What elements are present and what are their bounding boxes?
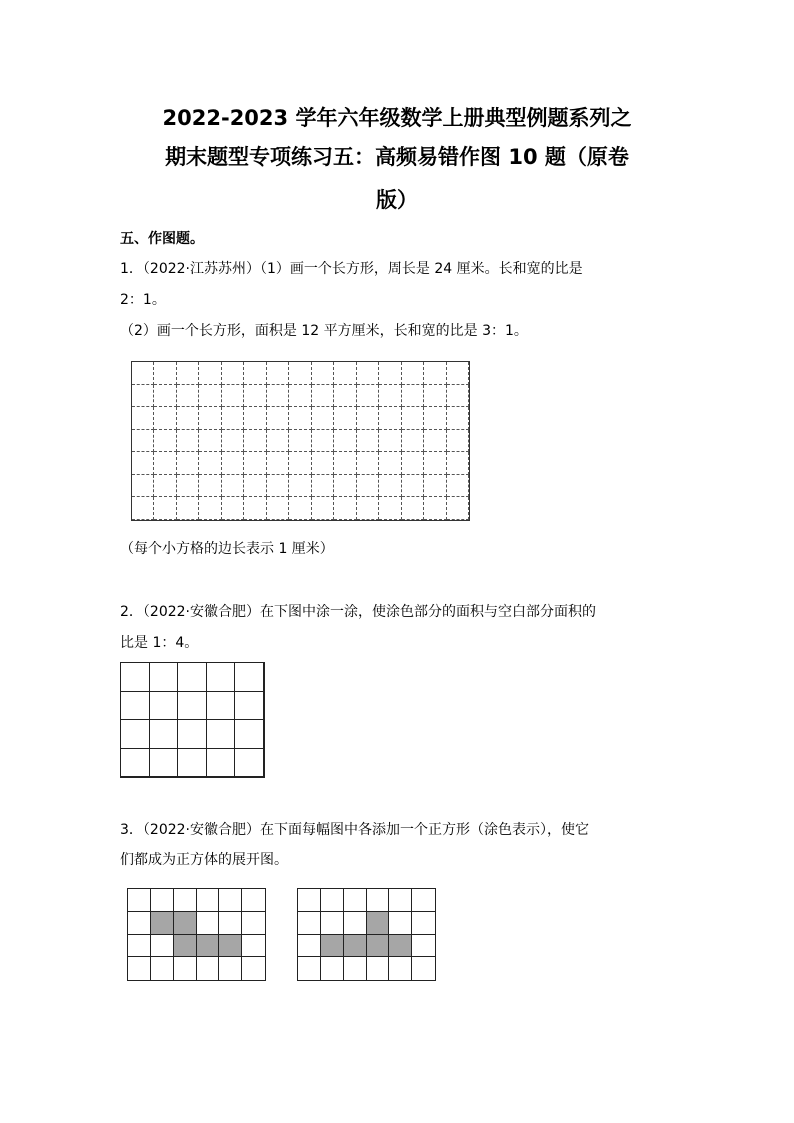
q1-grid-cell[interactable] — [177, 497, 199, 520]
q3-figure-2-filled-cell[interactable] — [367, 935, 390, 958]
q2-grid-cell[interactable] — [150, 692, 179, 721]
q3-figure-1-cell[interactable] — [174, 889, 197, 912]
q1-grid-cell[interactable] — [424, 407, 446, 430]
q3-figure-1-cell[interactable] — [242, 957, 265, 980]
q1-grid-cell[interactable] — [244, 385, 266, 408]
q1-grid-cell[interactable] — [132, 407, 154, 430]
page-title-line-1: 2022-2023 学年六年级数学上册典型例题系列之 — [162, 106, 632, 130]
q1-grid-cell[interactable] — [357, 430, 379, 453]
q1-grid-cell[interactable] — [447, 475, 469, 498]
q1-grid-cell[interactable] — [312, 385, 334, 408]
q1-grid-cell[interactable] — [334, 407, 356, 430]
q1-grid-cell[interactable] — [177, 362, 199, 385]
q1-grid-cell[interactable] — [267, 475, 289, 498]
q2-grid-cell[interactable] — [178, 720, 207, 749]
q1-grid-cell[interactable] — [312, 452, 334, 475]
q2-grid-cell[interactable] — [121, 720, 150, 749]
q3-figure-1-filled-cell[interactable] — [174, 912, 197, 935]
q1-grid-cell[interactable] — [154, 385, 176, 408]
q3-figure-2-cell[interactable] — [321, 889, 344, 912]
q1-grid-cell[interactable] — [402, 452, 424, 475]
q1-grid-cell[interactable] — [379, 385, 401, 408]
q1-grid-cell[interactable] — [357, 362, 379, 385]
q3-figure-2-cell[interactable] — [412, 912, 435, 935]
q3-figure-2-cell[interactable] — [344, 957, 367, 980]
q3-figure-1-cell[interactable] — [219, 889, 242, 912]
question-1-drawing-grid[interactable] — [131, 361, 470, 521]
q1-grid-cell[interactable] — [402, 385, 424, 408]
question-1-text-line-3: （2）画一个长方形，面积是 12 平方厘米，长和宽的比是 3：1。 — [120, 323, 528, 339]
q1-grid-cell[interactable] — [199, 497, 221, 520]
q1-grid-cell[interactable] — [447, 385, 469, 408]
q1-grid-cell[interactable] — [357, 452, 379, 475]
q3-figure-2-filled-cell[interactable] — [344, 935, 367, 958]
q3-figure-2-cell[interactable] — [412, 889, 435, 912]
q1-grid-cell[interactable] — [289, 407, 311, 430]
page-title-line-2: 期末题型专项练习五：高频易错作图 10 题（原卷 — [165, 145, 629, 169]
q1-grid-cell[interactable] — [312, 497, 334, 520]
q1-grid-cell[interactable] — [289, 362, 311, 385]
q3-figure-1-cell[interactable] — [219, 957, 242, 980]
q1-grid-cell[interactable] — [132, 475, 154, 498]
q1-grid-cell[interactable] — [447, 362, 469, 385]
q3-figure-2-cell[interactable] — [389, 912, 412, 935]
q1-grid-cell[interactable] — [334, 362, 356, 385]
q2-grid-cell[interactable] — [150, 720, 179, 749]
q1-grid-cell[interactable] — [132, 430, 154, 453]
q3-figure-2-cell[interactable] — [412, 957, 435, 980]
q1-grid-cell[interactable] — [222, 407, 244, 430]
q3-figure-1-cell[interactable] — [128, 912, 151, 935]
q1-grid-cell[interactable] — [402, 475, 424, 498]
q1-grid-cell[interactable] — [222, 362, 244, 385]
q1-grid-cell[interactable] — [154, 497, 176, 520]
q3-figure-2-cell[interactable] — [389, 889, 412, 912]
page-title-line-3: 版） — [376, 188, 418, 212]
q1-grid-cell[interactable] — [357, 407, 379, 430]
q2-grid-cell[interactable] — [121, 663, 150, 692]
q1-grid-cell[interactable] — [289, 475, 311, 498]
q1-grid-cell[interactable] — [379, 430, 401, 453]
q2-grid-cell[interactable] — [235, 692, 264, 721]
q1-grid-cell[interactable] — [334, 385, 356, 408]
q2-grid-cell[interactable] — [121, 692, 150, 721]
q1-grid-cell[interactable] — [402, 497, 424, 520]
q3-figure-2-cell[interactable] — [298, 912, 321, 935]
q1-grid-cell[interactable] — [424, 475, 446, 498]
q1-grid-cell[interactable] — [222, 497, 244, 520]
q1-grid-cell[interactable] — [267, 362, 289, 385]
question-1-text-line-1: 1．（2022·江苏苏州）（1）画一个长方形，周长是 24 厘米。长和宽的比是 — [120, 261, 583, 277]
q1-grid-cell[interactable] — [289, 452, 311, 475]
q1-grid-cell[interactable] — [379, 475, 401, 498]
q1-grid-cell[interactable] — [199, 430, 221, 453]
q1-grid-cell[interactable] — [312, 430, 334, 453]
q3-figure-1-cell[interactable] — [242, 912, 265, 935]
q3-figure-1-cell[interactable] — [174, 957, 197, 980]
q1-grid-cell[interactable] — [244, 452, 266, 475]
q1-grid-cell[interactable] — [424, 362, 446, 385]
q1-grid-cell[interactable] — [424, 430, 446, 453]
q2-grid-cell[interactable] — [207, 749, 236, 778]
q2-grid-cell[interactable] — [150, 749, 179, 778]
q3-figure-2-filled-cell[interactable] — [321, 935, 344, 958]
q1-grid-cell[interactable] — [312, 407, 334, 430]
q1-grid-cell[interactable] — [402, 430, 424, 453]
q1-grid-cell[interactable] — [447, 452, 469, 475]
q1-grid-cell[interactable] — [379, 497, 401, 520]
q1-grid-cell[interactable] — [357, 497, 379, 520]
q1-grid-cell[interactable] — [379, 452, 401, 475]
q2-grid-cell[interactable] — [178, 663, 207, 692]
q2-grid-cell[interactable] — [178, 692, 207, 721]
q1-grid-cell[interactable] — [154, 430, 176, 453]
q3-figure-1-filled-cell[interactable] — [219, 935, 242, 958]
q3-figure-2-cell[interactable] — [321, 957, 344, 980]
q1-grid-cell[interactable] — [357, 475, 379, 498]
q1-grid-cell[interactable] — [132, 362, 154, 385]
q3-figure-1-cell[interactable] — [197, 912, 220, 935]
section-heading: 五、作图题。 — [120, 231, 204, 247]
q3-figure-2-cell[interactable] — [389, 957, 412, 980]
q1-grid-cell[interactable] — [424, 497, 446, 520]
q3-figure-2-cell[interactable] — [344, 912, 367, 935]
q1-grid-cell[interactable] — [132, 497, 154, 520]
q1-grid-cell[interactable] — [379, 362, 401, 385]
q1-grid-cell[interactable] — [357, 385, 379, 408]
q1-grid-cell[interactable] — [334, 497, 356, 520]
q1-grid-cell[interactable] — [222, 430, 244, 453]
q3-figure-1-filled-cell[interactable] — [174, 935, 197, 958]
q1-grid-cell[interactable] — [334, 452, 356, 475]
q1-grid-cell[interactable] — [289, 497, 311, 520]
q3-figure-2-cell[interactable] — [367, 889, 390, 912]
q3-figure-1-cell[interactable] — [219, 912, 242, 935]
q1-grid-cell[interactable] — [289, 385, 311, 408]
q3-figure-2-filled-cell[interactable] — [367, 912, 390, 935]
q1-grid-cell[interactable] — [267, 452, 289, 475]
q1-grid-cell[interactable] — [402, 362, 424, 385]
q1-grid-cell[interactable] — [424, 385, 446, 408]
q3-figure-2-cell[interactable] — [298, 957, 321, 980]
q3-figure-1-cell[interactable] — [128, 957, 151, 980]
question-3-text-line-2: 们都成为正方体的展开图。 — [120, 852, 288, 868]
q2-grid-cell[interactable] — [235, 663, 264, 692]
q1-grid-cell[interactable] — [199, 385, 221, 408]
q1-grid-cell[interactable] — [222, 475, 244, 498]
q2-grid-cell[interactable] — [207, 663, 236, 692]
q1-grid-cell[interactable] — [222, 452, 244, 475]
q2-grid-cell[interactable] — [235, 749, 264, 778]
q3-figure-1-cell[interactable] — [197, 957, 220, 980]
q1-grid-cell[interactable] — [244, 407, 266, 430]
q3-figure-2-filled-cell[interactable] — [389, 935, 412, 958]
q2-grid-cell[interactable] — [235, 720, 264, 749]
question-2-text-line-2: 比是 1：4。 — [120, 635, 199, 651]
q2-grid-cell[interactable] — [150, 663, 179, 692]
question-1-grid-note: （每个小方格的边长表示 1 厘米） — [120, 541, 334, 557]
q1-grid-cell[interactable] — [267, 407, 289, 430]
q3-figure-2-cell[interactable] — [344, 889, 367, 912]
q3-figure-2-cell[interactable] — [298, 889, 321, 912]
question-2-text-line-1: 2．（2022·安徽合肥）在下图中涂一涂，使涂色部分的面积与空白部分面积的 — [120, 604, 596, 620]
question-3-text-line-1: 3．（2022·安徽合肥）在下面每幅图中各添加一个正方形（涂色表示），使它 — [120, 822, 589, 838]
q1-grid-cell[interactable] — [244, 362, 266, 385]
q1-grid-cell[interactable] — [199, 452, 221, 475]
q2-grid-cell[interactable] — [207, 720, 236, 749]
q3-figure-1-cell[interactable] — [128, 935, 151, 958]
q1-grid-cell[interactable] — [312, 475, 334, 498]
q1-grid-cell[interactable] — [244, 430, 266, 453]
q2-grid-cell[interactable] — [207, 692, 236, 721]
q1-grid-cell[interactable] — [334, 430, 356, 453]
q1-grid-cell[interactable] — [424, 452, 446, 475]
question-3-figure-1-grid[interactable] — [127, 888, 266, 981]
q1-grid-cell[interactable] — [244, 475, 266, 498]
q1-grid-cell[interactable] — [154, 407, 176, 430]
q3-figure-1-cell[interactable] — [151, 889, 174, 912]
q3-figure-1-cell[interactable] — [197, 889, 220, 912]
q1-grid-cell[interactable] — [334, 475, 356, 498]
q3-figure-1-cell[interactable] — [151, 957, 174, 980]
q1-grid-cell[interactable] — [154, 475, 176, 498]
q1-grid-cell[interactable] — [244, 497, 266, 520]
q1-grid-cell[interactable] — [312, 362, 334, 385]
q1-grid-cell[interactable] — [289, 430, 311, 453]
q1-grid-cell[interactable] — [132, 452, 154, 475]
q3-figure-1-cell[interactable] — [242, 889, 265, 912]
q2-grid-cell[interactable] — [178, 749, 207, 778]
q3-figure-1-cell[interactable] — [242, 935, 265, 958]
q1-grid-cell[interactable] — [267, 497, 289, 520]
q1-grid-cell[interactable] — [267, 430, 289, 453]
q1-grid-cell[interactable] — [267, 385, 289, 408]
q3-figure-1-cell[interactable] — [151, 935, 174, 958]
q1-grid-cell[interactable] — [199, 475, 221, 498]
q1-grid-cell[interactable] — [177, 407, 199, 430]
question-2-coloring-grid[interactable] — [120, 662, 265, 778]
q1-grid-cell[interactable] — [154, 452, 176, 475]
q1-grid-cell[interactable] — [154, 362, 176, 385]
q3-figure-1-filled-cell[interactable] — [151, 912, 174, 935]
q1-grid-cell[interactable] — [379, 407, 401, 430]
q1-grid-cell[interactable] — [222, 385, 244, 408]
q3-figure-2-cell[interactable] — [367, 957, 390, 980]
q1-grid-cell[interactable] — [132, 385, 154, 408]
q1-grid-cell[interactable] — [177, 475, 199, 498]
q1-grid-cell[interactable] — [199, 407, 221, 430]
q3-figure-1-filled-cell[interactable] — [197, 935, 220, 958]
question-3-figure-2-grid[interactable] — [297, 888, 436, 981]
q1-grid-cell[interactable] — [177, 452, 199, 475]
q1-grid-cell[interactable] — [402, 407, 424, 430]
q2-grid-cell[interactable] — [121, 749, 150, 778]
q3-figure-2-cell[interactable] — [298, 935, 321, 958]
q1-grid-cell[interactable] — [199, 362, 221, 385]
q3-figure-1-cell[interactable] — [128, 889, 151, 912]
question-1-text-line-2: 2：1。 — [120, 292, 166, 308]
q1-grid-cell[interactable] — [447, 497, 469, 520]
q1-grid-cell[interactable] — [177, 430, 199, 453]
q3-figure-2-cell[interactable] — [321, 912, 344, 935]
q3-figure-2-cell[interactable] — [412, 935, 435, 958]
q1-grid-cell[interactable] — [177, 385, 199, 408]
q1-grid-cell[interactable] — [447, 430, 469, 453]
q1-grid-cell[interactable] — [447, 407, 469, 430]
